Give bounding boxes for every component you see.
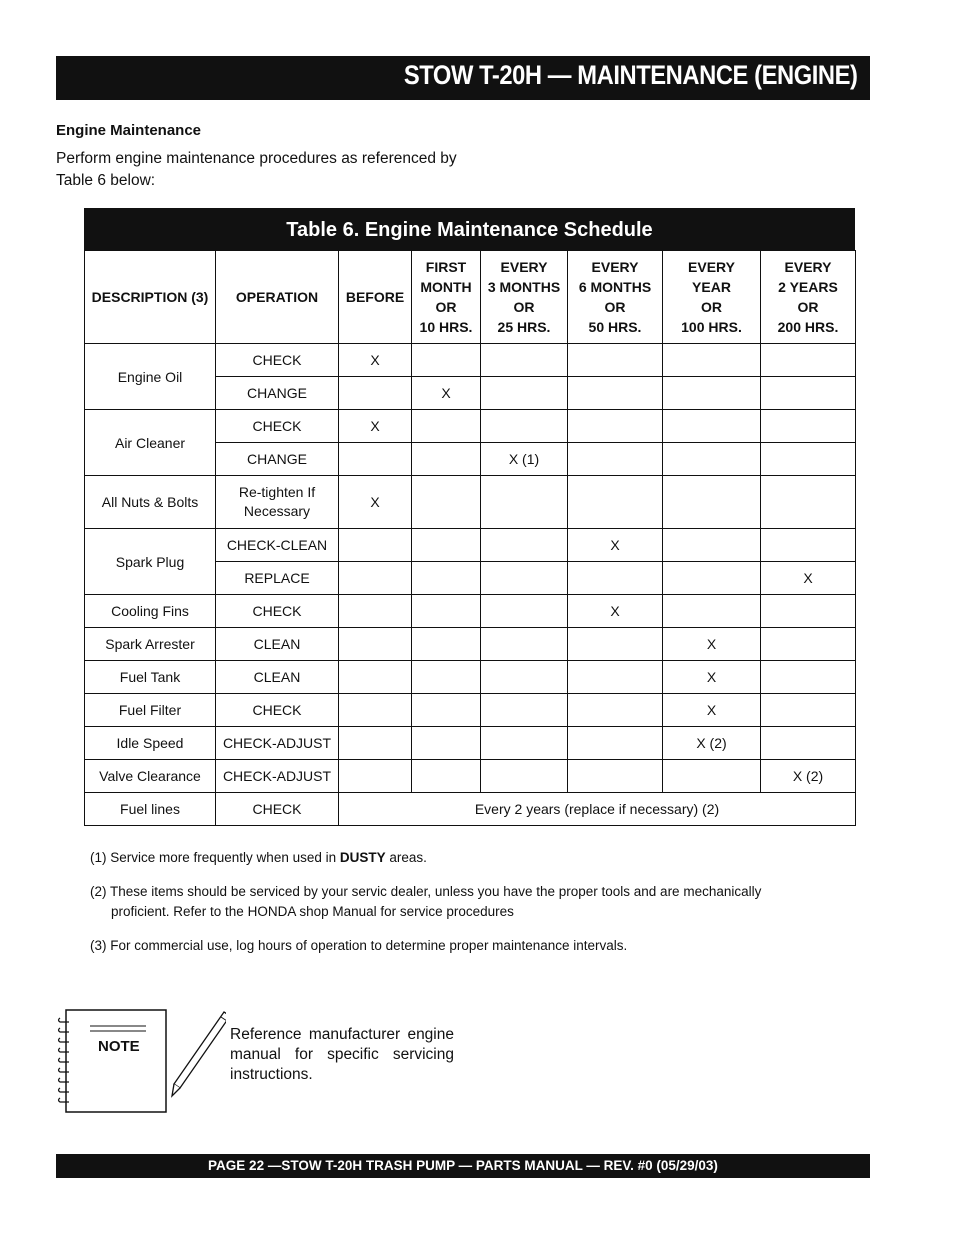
- operation-cell: CHECK: [216, 410, 339, 443]
- description-cell: Fuel Tank: [85, 661, 216, 694]
- page-footer: PAGE 22 —STOW T-20H TRASH PUMP — PARTS MANUAL — REV. #0 (05/29/03): [56, 1154, 870, 1178]
- interval-cell: [481, 476, 568, 529]
- description-cell: Cooling Fins: [85, 595, 216, 628]
- interval-cell: [761, 595, 856, 628]
- operation-cell: CHECK-CLEAN: [216, 529, 339, 562]
- interval-cell: [568, 694, 663, 727]
- interval-cell: X: [339, 410, 412, 443]
- column-header: EVERY 6 MONTHS OR 50 HRS.: [568, 251, 663, 344]
- interval-cell: [481, 410, 568, 443]
- interval-cell: [568, 377, 663, 410]
- table-row: [85, 694, 856, 727]
- interval-cell: [339, 727, 412, 760]
- description-cell: Air Cleaner: [85, 410, 216, 476]
- operation-cell: CHANGE: [216, 443, 339, 476]
- interval-cell: [568, 661, 663, 694]
- interval-cell: [339, 628, 412, 661]
- interval-note-cell: Every 2 years (replace if necessary) (2): [339, 793, 856, 826]
- interval-cell: [663, 595, 761, 628]
- table-row: [85, 595, 856, 628]
- interval-cell: [339, 694, 412, 727]
- interval-cell: [568, 727, 663, 760]
- note-callout: [56, 1008, 226, 1118]
- interval-cell: [412, 595, 481, 628]
- interval-cell: [339, 377, 412, 410]
- footnote-2-line1: (2) These items should be serviced by your servic dealer, unless you have the proper tools and are mechanically: [90, 884, 762, 899]
- interval-cell: X: [568, 529, 663, 562]
- interval-cell: [761, 377, 856, 410]
- interval-cell: [663, 760, 761, 793]
- table-row: [85, 793, 856, 826]
- description-cell: Fuel lines: [85, 793, 216, 826]
- interval-cell: [663, 476, 761, 529]
- table-row: [85, 410, 856, 443]
- interval-cell: [412, 760, 481, 793]
- interval-cell: [339, 595, 412, 628]
- interval-cell: [339, 443, 412, 476]
- interval-cell: [568, 476, 663, 529]
- interval-cell: X: [412, 377, 481, 410]
- interval-cell: [412, 476, 481, 529]
- table-row: [85, 727, 856, 760]
- operation-cell: CHECK: [216, 694, 339, 727]
- operation-cell: Re-tighten If Necessary: [216, 476, 339, 529]
- table-row: [85, 476, 856, 529]
- interval-cell: [412, 661, 481, 694]
- description-cell: Spark Plug: [85, 529, 216, 595]
- interval-cell: [481, 595, 568, 628]
- interval-cell: [412, 562, 481, 595]
- section-heading: Engine Maintenance: [56, 122, 202, 139]
- interval-cell: [761, 694, 856, 727]
- interval-cell: [339, 529, 412, 562]
- interval-cell: [481, 344, 568, 377]
- interval-cell: [761, 529, 856, 562]
- interval-cell: [761, 476, 856, 529]
- interval-cell: [339, 760, 412, 793]
- notepad-icon: [56, 1008, 226, 1118]
- table-row: [85, 344, 856, 377]
- footnote-1-bold: DUSTY: [339, 850, 386, 865]
- interval-cell: [663, 344, 761, 377]
- interval-cell: [481, 628, 568, 661]
- operation-cell: REPLACE: [216, 562, 339, 595]
- interval-cell: [412, 628, 481, 661]
- interval-cell: [412, 410, 481, 443]
- interval-cell: [663, 377, 761, 410]
- operation-cell: CLEAN: [216, 628, 339, 661]
- interval-cell: [412, 529, 481, 562]
- interval-cell: [481, 760, 568, 793]
- interval-cell: [481, 529, 568, 562]
- footnote-2: [90, 882, 810, 922]
- interval-cell: [568, 410, 663, 443]
- operation-cell: CHECK: [216, 344, 339, 377]
- column-header: DESCRIPTION (3): [85, 251, 216, 344]
- footnotes: [90, 848, 810, 970]
- interval-cell: [412, 443, 481, 476]
- page-title: STOW T-20H — MAINTENANCE (ENGINE): [404, 60, 858, 90]
- interval-cell: [761, 410, 856, 443]
- interval-cell: X: [663, 628, 761, 661]
- interval-cell: [568, 628, 663, 661]
- operation-cell: CLEAN: [216, 661, 339, 694]
- interval-cell: [412, 344, 481, 377]
- schedule-grid: [84, 250, 856, 826]
- interval-cell: X: [568, 595, 663, 628]
- description-cell: Valve Clearance: [85, 760, 216, 793]
- interval-cell: [663, 562, 761, 595]
- column-header: EVERY YEAR OR 100 HRS.: [663, 251, 761, 344]
- interval-cell: X: [663, 661, 761, 694]
- interval-cell: [481, 377, 568, 410]
- page-header-bar: [56, 56, 870, 100]
- interval-cell: [481, 562, 568, 595]
- interval-cell: X (1): [481, 443, 568, 476]
- interval-cell: [761, 443, 856, 476]
- table-header-row: [85, 251, 856, 344]
- footnote-1-post: areas.: [385, 850, 427, 865]
- column-header: EVERY 2 YEARS OR 200 HRS.: [761, 251, 856, 344]
- note-label: NOTE: [98, 1038, 140, 1055]
- operation-cell: CHANGE: [216, 377, 339, 410]
- interval-cell: X: [761, 562, 856, 595]
- intro-paragraph: Perform engine maintenance procedures as referenced by Table 6 below:: [56, 150, 457, 189]
- description-cell: Engine Oil: [85, 344, 216, 410]
- interval-cell: X: [663, 694, 761, 727]
- interval-cell: [568, 760, 663, 793]
- column-header: BEFORE: [339, 251, 412, 344]
- table-row: [85, 760, 856, 793]
- operation-cell: CHECK: [216, 793, 339, 826]
- interval-cell: [568, 443, 663, 476]
- column-header: FIRST MONTH OR 10 HRS.: [412, 251, 481, 344]
- interval-cell: [568, 344, 663, 377]
- maintenance-schedule-table: [84, 208, 855, 826]
- description-cell: All Nuts & Bolts: [85, 476, 216, 529]
- pencil-icon: [172, 1012, 226, 1096]
- interval-cell: X (2): [761, 760, 856, 793]
- interval-cell: [412, 694, 481, 727]
- interval-cell: [339, 562, 412, 595]
- interval-cell: [761, 661, 856, 694]
- interval-cell: [663, 529, 761, 562]
- interval-cell: [481, 727, 568, 760]
- interval-cell: [339, 661, 412, 694]
- operation-cell: CHECK-ADJUST: [216, 760, 339, 793]
- interval-cell: X: [339, 476, 412, 529]
- interval-cell: [761, 628, 856, 661]
- operation-cell: CHECK-ADJUST: [216, 727, 339, 760]
- footnote-1: [90, 848, 810, 868]
- interval-cell: [481, 694, 568, 727]
- table-row: [85, 628, 856, 661]
- interval-cell: [761, 727, 856, 760]
- footnote-1-pre: (1) Service more frequently when used in: [90, 850, 340, 865]
- description-cell: Spark Arrester: [85, 628, 216, 661]
- interval-cell: [663, 410, 761, 443]
- footnote-2-line2: proficient. Refer to the HONDA shop Manual for service procedures: [111, 904, 514, 919]
- table-caption: Table 6. Engine Maintenance Schedule: [84, 208, 855, 250]
- interval-cell: [481, 661, 568, 694]
- interval-cell: X (2): [663, 727, 761, 760]
- description-cell: Idle Speed: [85, 727, 216, 760]
- interval-cell: [663, 443, 761, 476]
- interval-cell: [761, 344, 856, 377]
- operation-cell: CHECK: [216, 595, 339, 628]
- interval-cell: [412, 727, 481, 760]
- column-header: EVERY 3 MONTHS OR 25 HRS.: [481, 251, 568, 344]
- table-row: [85, 661, 856, 694]
- note-text: Reference manufacturer engine manual for specific servicing instructions.: [230, 1026, 454, 1083]
- column-header: OPERATION: [216, 251, 339, 344]
- description-cell: Fuel Filter: [85, 694, 216, 727]
- interval-cell: X: [339, 344, 412, 377]
- table-row: [85, 529, 856, 562]
- interval-cell: [568, 562, 663, 595]
- footnote-3: (3) For commercial use, log hours of operation to determine proper maintenance intervals.: [90, 938, 628, 953]
